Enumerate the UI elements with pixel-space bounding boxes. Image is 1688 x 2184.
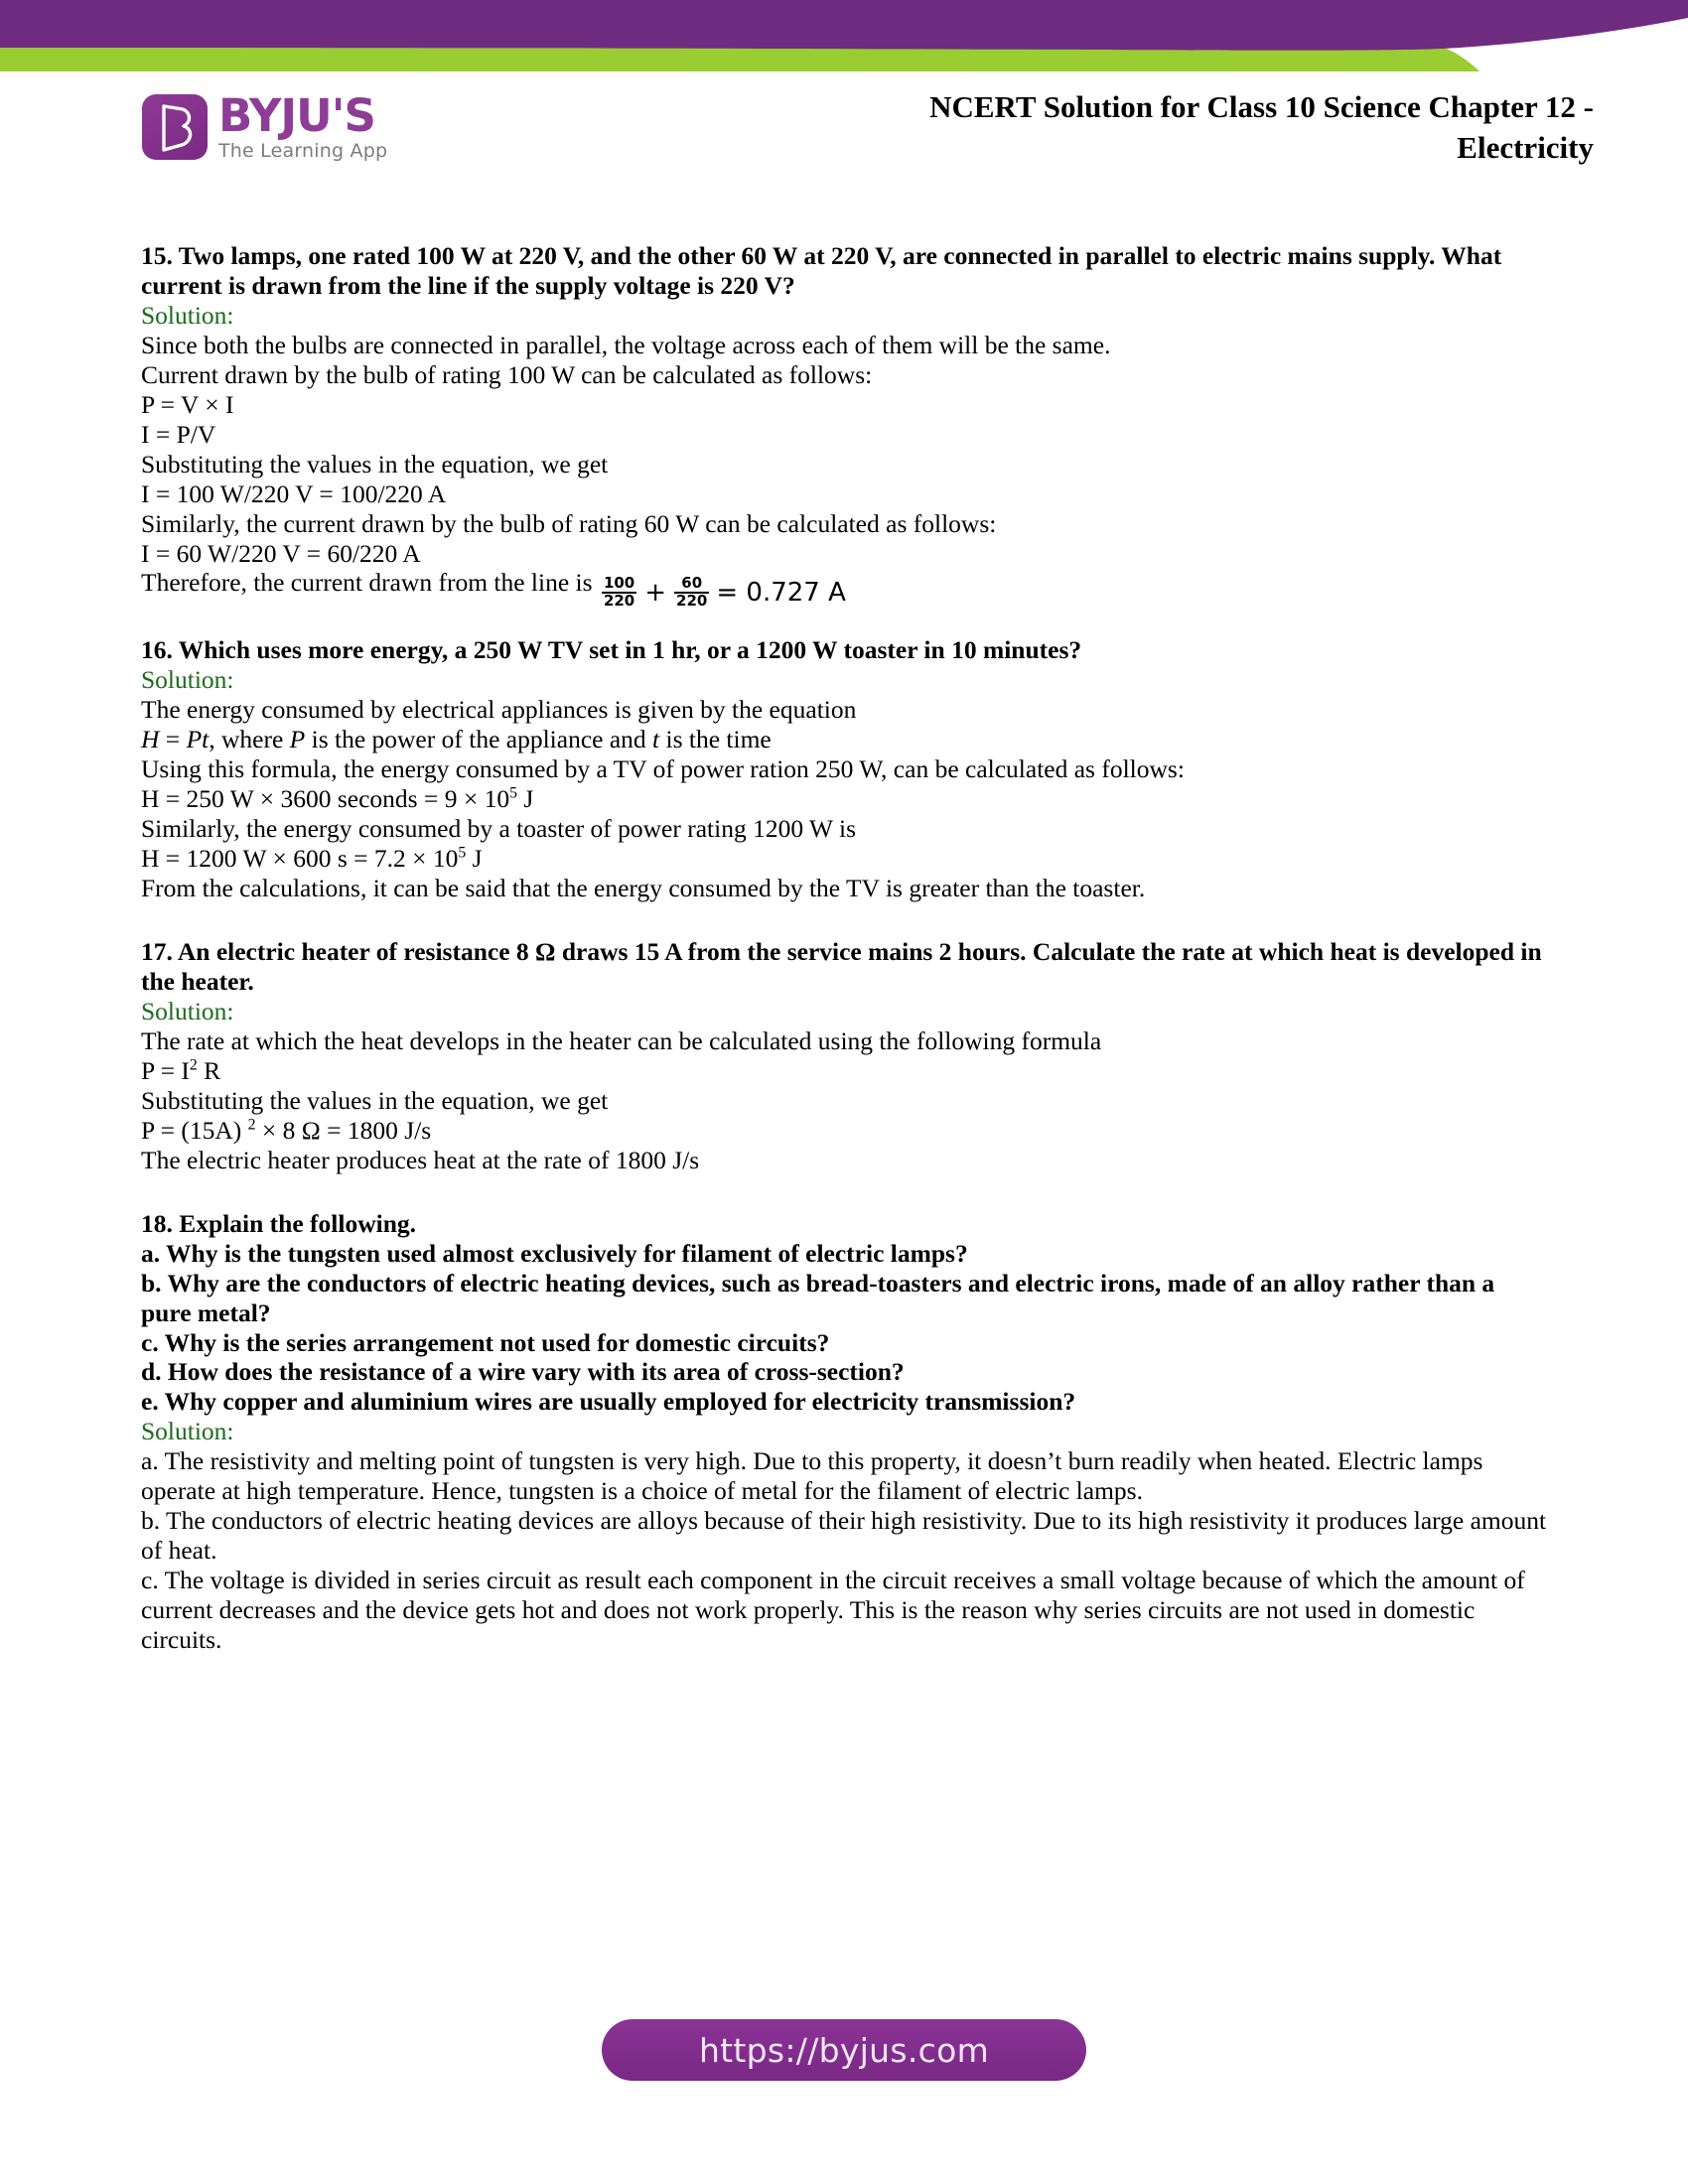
question-15-solution-line: P = V × I — [141, 389, 234, 419]
question-block-17 — [141, 937, 1549, 1175]
question-17-solution-line: The electric heater produces heat at the rate of 1800 J/s — [141, 1145, 700, 1174]
question-16-solution-line: H = 1200 W × 600 $s = 7.2 \times 10^5$ J — [141, 844, 483, 874]
question-18-sub-c: c. Why is the series arrangement not used for domestic circuits? — [141, 1327, 830, 1357]
question-16-solution-line: Using this formula, the energy consumed by a TV of power ration 250 W, can be calculated as follows: — [141, 754, 1185, 784]
question-15-solution-line: I = 60 W/220 V = 60/220 A — [141, 538, 421, 568]
page-title — [839, 87, 1594, 169]
byjus-logo-mark-icon — [142, 94, 208, 160]
question-block-16 — [141, 635, 1549, 903]
question-16-solution-line: The energy consumed by electrical appliances is given by the equation — [141, 695, 857, 725]
formula-operator: + — [644, 577, 667, 608]
question-18-solution-label: Solution: — [141, 1417, 234, 1446]
question-18-answer-a: a. The resistivity and melting point of tungsten is very high. Due to this property, it doesn’t burn readily when heated. Electric lamps operate at high temperature. Hence, tungsten is a choice of metal for the filament of electric lamps. — [141, 1446, 1483, 1506]
byjus-website-link[interactable] — [602, 2019, 1086, 2081]
question-17-title: 17. An electric heater of resistance 8 Ω draws 15 A from the service mains 2 hours. Calculate the rate at which heat is developed in the heater. — [141, 937, 1542, 997]
question-block-15 — [141, 241, 1549, 611]
question-18-sub-d: d. How does the resistance of a wire vary with its area of cross-section? — [141, 1357, 905, 1387]
question-18-sub-a: a. Why is the tungsten used almost exclusively for filament of electric lamps? — [141, 1238, 968, 1268]
question-15-answer-prefix: Therefore, the current drawn from the line is — [141, 568, 593, 598]
question-17-solution-line: Substituting the values in the equation, we get — [141, 1085, 609, 1115]
question-18-sub-e: e. Why copper and aluminium wires are usually employed for electricity transmission? — [141, 1387, 1076, 1417]
fraction-60-over-220 — [674, 576, 709, 610]
question-17-solution-label: Solution: — [141, 996, 234, 1025]
section-spacer — [141, 1175, 1549, 1209]
question-18-sub-b: b. Why are the conductors of electric heating devices, such as bread-toasters and electric irons, made of an alloy rather than a pure metal? — [141, 1268, 1495, 1327]
question-18-answer-c: c. The voltage is divided in series circuit as result each component in the circuit receives a small voltage because of which the amount of current decreases and the device gets hot and does not work properly. This is the reason why series circuits are not used in domestic circuits. — [141, 1566, 1525, 1655]
fraction-denominator: 220 — [603, 592, 635, 611]
question-15-title: 15. Two lamps, one rated 100 W at 220 V, and the other 60 W at 220 V, are connected in parallel to electric mains supply. What current is drawn from the line if the supply voltage is 220 V? — [141, 241, 1502, 300]
question-16-solution-line: Similarly, the energy consumed by a toaster of power rating 1200 W is — [141, 814, 856, 844]
logo-brand-text: BYJU'S — [218, 89, 375, 142]
banner-purple-band — [0, 0, 1688, 51]
question-15-formula — [599, 576, 846, 610]
question-18-title: 18. Explain the following. — [141, 1208, 417, 1238]
logo-tagline-text: The Learning App — [218, 140, 388, 162]
document-body — [141, 241, 1549, 1655]
question-15-solution-line: Similarly, the current drawn by the bulb of rating 60 W can be calculated as follows: — [141, 508, 997, 538]
question-17-solution-line: P = (15A) $^2$ × 8 Ω = 1800 J/s — [141, 1115, 432, 1145]
question-15-solution-line: I = P/V — [141, 419, 216, 449]
fraction-100-over-220 — [602, 576, 636, 610]
page-title-line-2: Electricity — [1457, 129, 1594, 165]
fraction-numerator: 100 — [603, 574, 635, 593]
page-title-line-1: NCERT Solution for Class 10 Science Chapter 12 - — [929, 89, 1594, 124]
question-16-solution-line: H = Pt, where P is the power of the appliance and t is the time — [141, 725, 772, 754]
fraction-denominator: 220 — [676, 592, 708, 611]
byjus-website-url-text: https://byjus.com — [698, 2030, 990, 2070]
formula-result: = 0.727 A — [716, 577, 846, 608]
fraction-numerator: 60 — [681, 574, 703, 593]
question-15-solution-label: Solution: — [141, 300, 234, 330]
section-spacer — [141, 903, 1549, 937]
page-header — [0, 87, 1688, 187]
question-16-solution-line: H = 250 W × 3600 seconds = $9 \times 10^5$ J — [141, 784, 534, 814]
question-15-solution-line: Since both the bulbs are connected in parallel, the voltage across each of them will be the same. — [141, 330, 1111, 359]
question-16-title: 16. Which uses more energy, a 250 W TV set in 1 hr, or a 1200 W toaster in 10 minutes? — [141, 635, 1082, 665]
question-15-final-answer — [141, 568, 1549, 611]
byjus-logo — [142, 89, 388, 162]
question-17-solution-line: $P = I^2$ R — [141, 1055, 221, 1085]
question-16-solution-label: Solution: — [141, 665, 234, 695]
question-16-solution-line: From the calculations, it can be said that the energy consumed by the TV is greater than the toaster. — [141, 874, 1146, 903]
question-18-answer-b: b. The conductors of electric heating devices are alloys because of their high resistivity. Due to its high resistivity it produces large amount of heat. — [141, 1506, 1547, 1566]
question-15-solution-line: Current drawn by the bulb of rating 100 W can be calculated as follows: — [141, 359, 873, 389]
question-17-solution-line: The rate at which the heat develops in the heater can be calculated using the following formula — [141, 1025, 1102, 1055]
question-15-solution-line: I = 100 W/220 V = 100/220 A — [141, 478, 447, 508]
question-block-18 — [141, 1209, 1549, 1655]
top-decorative-banner — [0, 0, 1688, 71]
question-15-solution-line: Substituting the values in the equation, we get — [141, 449, 609, 478]
